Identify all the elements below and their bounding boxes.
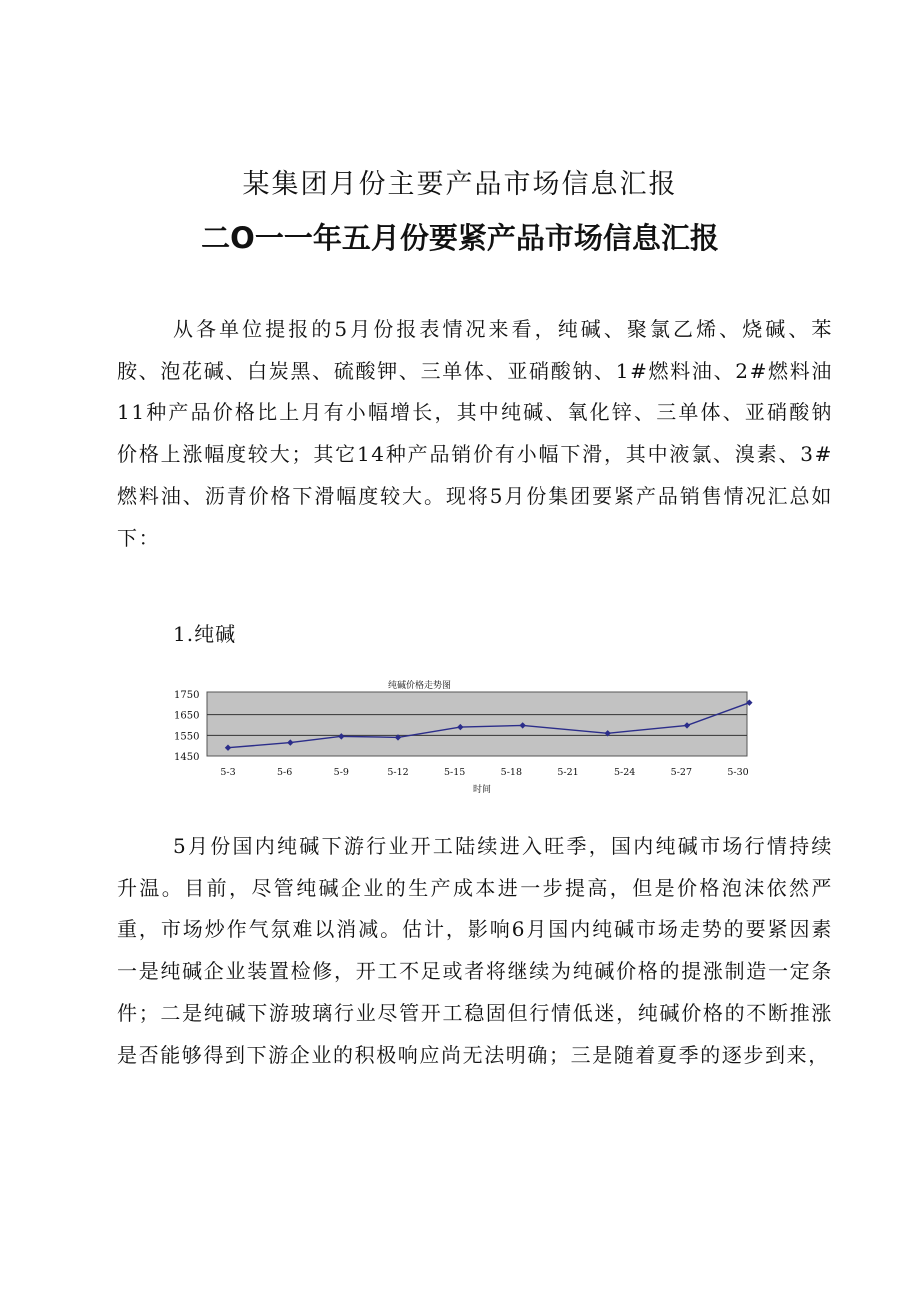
analysis-paragraph: 5月份国内纯碱下游行业开工陆续进入旺季，国内纯碱市场行情持续升温。目前，尽管纯碱企业的生产成本进一步提高，但是价格泡沫依然严重，市场炒作气氛难以消减。估计，影响6月国内纯碱市场走势的要紧因素一是纯碱企业装置检修，开工不足或者将继续为纯碱价格的提涨制造一定条件；二是纯碱下游玻璃行业尽管开工稳固但行情低迷，纯碱价格的不断推涨是否能够得到下游企业的积极响应尚无法明确；三是随着夏季的逐步到来， (117, 834, 833, 1067)
x-tick-label: 5-30 (727, 767, 749, 778)
intro-paragraph: 从各单位提报的5月份报表情况来看，纯碱、聚氯乙烯、烧碱、苯胺、泡花碱、白炭黑、硫酸钾、三单体、亚硝酸钠、1#燃料油、2#燃料油11种产品价格比上月有小幅增长，其中纯碱、氧化锌、三单体、亚硝酸钠价格上涨幅度较大；其它14种产品销价有小幅下滑，其中液氯、溴素、3#燃料油、沥青价格下滑幅度较大。现将5月份集团要紧产品销售情况汇总如下： (117, 317, 833, 550)
y-axis-ticks (174, 690, 199, 763)
section-heading-soda-ash: 1.纯碱 (173, 622, 237, 646)
chart-title: 纯碱价格走势图 (388, 681, 452, 691)
x-tick-label: 5-27 (670, 767, 693, 778)
document-title: 二O一一年五月份要紧产品市场信息汇报 (201, 221, 719, 255)
y-tick-label: 1450 (174, 752, 200, 763)
x-tick-label: 5-9 (333, 767, 349, 778)
x-axis-ticks (220, 767, 748, 778)
x-tick-label: 5-18 (500, 767, 523, 778)
y-tick-label: 1550 (174, 731, 200, 743)
soda-ash-price-chart (170, 672, 760, 797)
x-tick-label: 5-15 (443, 767, 466, 778)
x-tick-label: 5-24 (613, 767, 636, 778)
x-tick-label: 5-12 (387, 767, 409, 778)
y-tick-label: 1750 (174, 690, 200, 701)
x-axis-label: 时间 (473, 785, 492, 795)
plot-area (207, 692, 747, 756)
y-tick-label: 1650 (174, 710, 200, 722)
document-subtitle: 某集团月份主要产品市场信息汇报 (242, 169, 678, 200)
x-tick-label: 5-3 (220, 767, 236, 778)
x-tick-label: 5-21 (557, 767, 579, 778)
x-tick-label: 5-6 (277, 767, 293, 778)
